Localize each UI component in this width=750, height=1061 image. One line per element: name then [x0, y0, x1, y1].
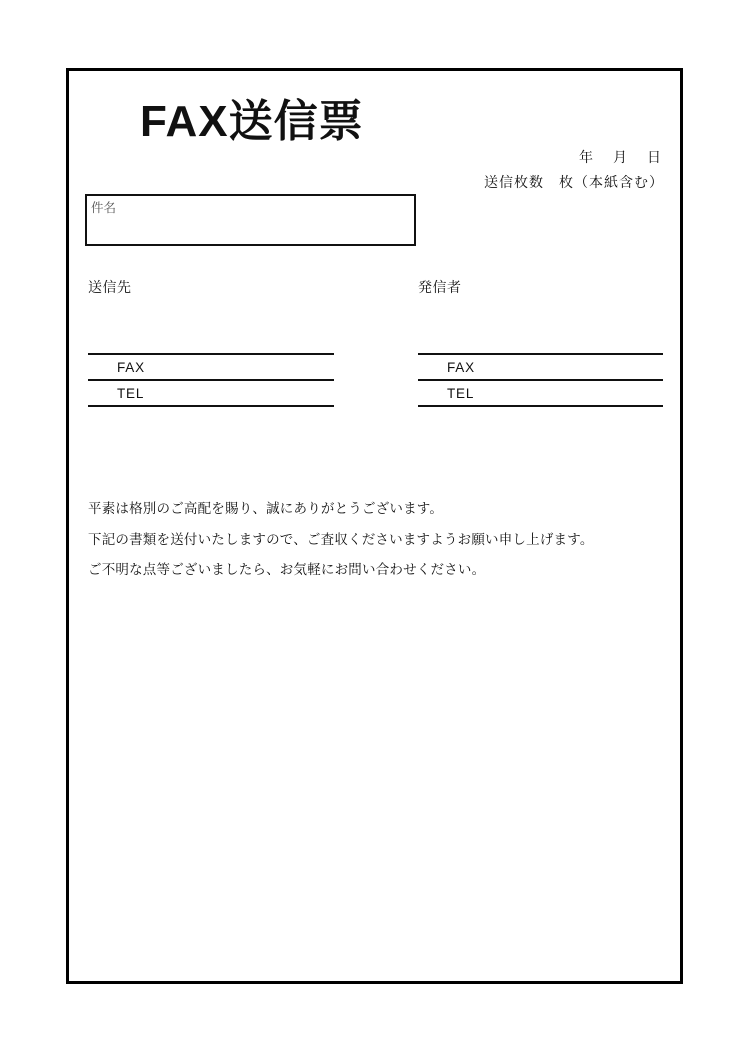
sender-tel-label: TEL — [447, 385, 475, 401]
sender-tel-field[interactable] — [418, 381, 663, 407]
pages-suffix-label: 枚（本紙含む） — [559, 174, 664, 190]
pages-line — [484, 172, 664, 192]
greeting-text — [88, 502, 594, 594]
subject-label: 件名 — [91, 201, 117, 215]
sender-fax-field[interactable] — [418, 355, 663, 381]
sender-fax-label: FAX — [447, 359, 475, 375]
recipient-tel-field[interactable] — [88, 381, 334, 407]
date-line: 年 月 日 — [579, 149, 664, 165]
sender-section — [418, 277, 663, 407]
recipient-tel-label: TEL — [117, 385, 145, 401]
recipient-fax-field[interactable] — [88, 355, 334, 381]
page-frame — [66, 68, 683, 984]
sender-label: 発信者 — [418, 279, 462, 295]
greeting-line-3: ご不明な点等ございましたら、お気軽にお問い合わせください。 — [88, 562, 486, 577]
pages-count-label: 送信枚数 — [484, 174, 544, 190]
page-title: FAX送信票 — [140, 97, 364, 146]
greeting-line-2: 下記の書類を送付いたしますので、ご査収くださいますようお願い申し上げます。 — [88, 531, 594, 547]
recipient-label: 送信先 — [88, 279, 132, 295]
sender-name-field[interactable] — [418, 297, 663, 355]
subject-field[interactable] — [85, 194, 416, 246]
recipient-fax-label: FAX — [117, 359, 145, 375]
recipient-section — [88, 277, 334, 407]
recipient-name-field[interactable] — [88, 297, 334, 355]
pages-count-blank[interactable] — [544, 186, 559, 187]
greeting-line-1: 平素は格別のご高配を賜り、誠にありがとうございます。 — [88, 501, 444, 516]
